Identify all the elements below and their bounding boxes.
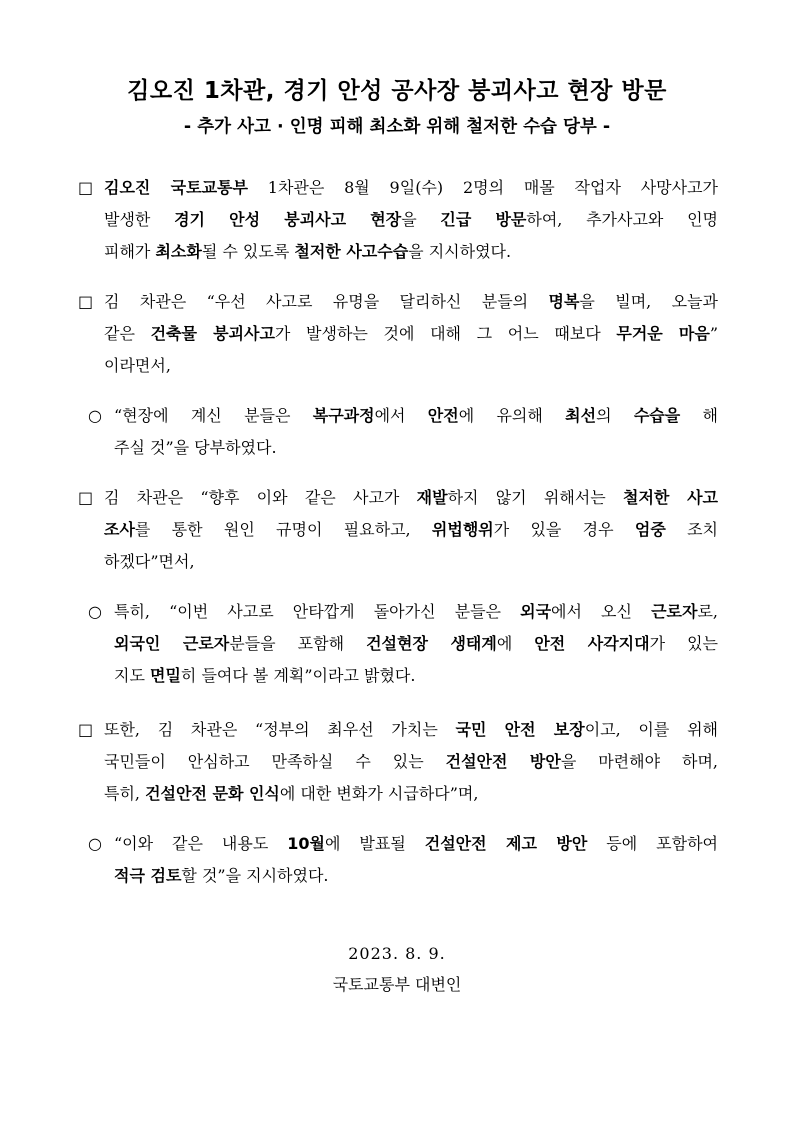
paragraph-7	[114, 828, 718, 892]
bold-text: 안전 사각지대	[534, 634, 650, 653]
body-text: 1차관은 8월 9일(수) 2명의 매몰 작업자 사망사고가	[247, 178, 718, 197]
paragraph-line	[104, 286, 718, 318]
square-bullet-icon: □	[78, 488, 94, 507]
body-text: 특히, “이번 사고로 안타깝게 돌아가신 분들은	[114, 602, 521, 621]
paragraph-line	[104, 318, 718, 350]
body-text: 히 들여다 볼 계획”이라고 밝혔다.	[180, 666, 416, 685]
bold-text: 경기 안성 붕괴사고 현장	[174, 210, 402, 229]
paragraph-line	[114, 400, 718, 432]
paragraph-line	[114, 660, 718, 692]
paragraph-line	[104, 514, 718, 546]
bold-text: 무거운 마음	[616, 324, 710, 343]
bold-text: 엄중	[634, 520, 666, 539]
paragraph-4	[104, 482, 718, 578]
body-text: 조치	[665, 520, 718, 539]
circle-bullet-icon: ○	[88, 834, 102, 853]
body-text: 국민들이 안심하고 만족하실 수 있는	[104, 752, 446, 771]
paragraph-line	[104, 350, 718, 382]
paragraph-line	[104, 546, 718, 578]
paragraph-line	[114, 596, 718, 628]
signer: 국토교통부 대변인	[332, 975, 462, 994]
paragraph-line	[104, 746, 718, 778]
body-text: 을 빌며, 오늘과	[579, 292, 718, 311]
bold-text: 위법행위	[431, 520, 494, 539]
paragraph-line	[114, 860, 718, 892]
body-text: 특히,	[104, 784, 146, 803]
bold-text: 수습을	[633, 406, 681, 425]
body-text: 을 지시하였다.	[408, 242, 512, 261]
body-text: 하여, 추가사고와 인명	[526, 210, 718, 229]
body-text: 가 있을 경우	[493, 520, 635, 539]
body-text: 해	[680, 406, 718, 425]
bold-text: 면밀	[150, 666, 181, 685]
release-date: 2023. 8. 9.	[348, 944, 446, 963]
paragraph-line	[104, 236, 718, 268]
body-text: 할 것”을 지시하였다.	[181, 866, 329, 885]
circle-bullet-icon: ○	[88, 602, 102, 621]
bold-text: 근로자	[651, 602, 698, 621]
bold-text: 철저한 사고수습	[294, 242, 409, 261]
square-bullet-icon: □	[78, 292, 94, 311]
body-text: 을	[401, 210, 441, 229]
paragraph-line	[104, 482, 718, 514]
body-text: 하겠다”면서,	[104, 552, 195, 571]
body-text: 의	[596, 406, 634, 425]
paragraph-line	[114, 432, 718, 464]
bold-text: 외국	[520, 602, 552, 621]
body-text: 등에 포함하여	[587, 834, 718, 853]
bold-text: 적극 검토	[114, 866, 182, 885]
paragraph-line	[104, 778, 718, 810]
paragraph-line	[104, 204, 718, 236]
body-text: 를 통한 원인 규명이 필요하고,	[134, 520, 432, 539]
bold-text: 건설안전 문화 인식	[145, 784, 280, 803]
paragraph-line	[104, 172, 718, 204]
body-text: 피해가	[104, 242, 156, 261]
body-text: 이라면서,	[104, 356, 171, 375]
bold-text: 복구과정	[312, 406, 375, 425]
page-title: 김오진 1차관, 경기 안성 공사장 붕괴사고 현장 방문	[127, 78, 667, 104]
bold-text: 10월	[287, 834, 325, 853]
square-bullet-icon: □	[78, 720, 94, 739]
body-text: “현장에 계신 분들은	[114, 406, 313, 425]
bold-text: 철저한 사고	[622, 488, 718, 507]
bold-text: 최선	[565, 406, 597, 425]
paragraph-3	[114, 400, 718, 464]
body-text: 에	[496, 634, 535, 653]
circle-bullet-icon: ○	[88, 406, 102, 425]
bold-text: 안전	[427, 406, 459, 425]
bold-text: 건설안전 제고 방안	[424, 834, 588, 853]
body-text: 하지 않기 위해서는	[447, 488, 623, 507]
body-text: 에서 오신	[551, 602, 652, 621]
body-text: 에서	[374, 406, 428, 425]
body-text: 지도	[114, 666, 150, 685]
body-text: 김 차관은 “향후 이와 같은 사고가	[104, 488, 417, 507]
body-text: 에 유의해	[458, 406, 566, 425]
bold-text: 김오진 국토교통부	[104, 178, 248, 197]
paragraph-6	[104, 714, 718, 810]
body-text: 주실 것”을 당부하였다.	[114, 438, 277, 457]
bold-text: 건축물 붕괴사고	[150, 324, 275, 343]
body-text: 김 차관은 “우선 사고로 유명을 달리하신 분들의	[104, 292, 549, 311]
paragraph-line	[104, 714, 718, 746]
body-text: 로,	[697, 602, 718, 621]
page-subtitle: - 추가 사고 · 인명 피해 최소화 위해 철저한 수습 당부 -	[183, 117, 611, 137]
body-text: “이와 같은 내용도	[114, 834, 288, 853]
square-bullet-icon: □	[78, 178, 94, 197]
body-text: 가 발생하는 것에 대해 그 어느 때보다	[274, 324, 617, 343]
paragraph-line	[114, 828, 718, 860]
bold-text: 건설현장 생태계	[366, 634, 497, 653]
body-text: 될 수 있도록	[201, 242, 295, 261]
body-text: 또한, 김 차관은 “정부의 최우선 가치는	[104, 720, 456, 739]
body-text: 분들을 포함해	[229, 634, 367, 653]
bold-text: 조사	[104, 520, 135, 539]
bold-text: 긴급 방문	[440, 210, 527, 229]
body-text: 에 발표될	[325, 834, 425, 853]
body-text: 가 있는	[649, 634, 718, 653]
paragraph-5	[114, 596, 718, 692]
paragraph-2	[104, 286, 718, 382]
bold-text: 최소화	[155, 242, 202, 261]
body-text: 발생한	[104, 210, 175, 229]
body-text: 같은	[104, 324, 151, 343]
body-text: 에 대한 변화가 시급하다”며,	[279, 784, 479, 803]
bold-text: 명복	[548, 292, 580, 311]
bold-text: 국민 안전 보장	[455, 720, 585, 739]
bold-text: 외국인 근로자	[114, 634, 230, 653]
body-text: ”	[709, 324, 718, 343]
body-text: 이고, 이를 위해	[584, 720, 718, 739]
bold-text: 재발	[416, 488, 448, 507]
paragraph-line	[114, 628, 718, 660]
body-text: 을 마련해야 하며,	[560, 752, 718, 771]
bold-text: 건설안전 방안	[445, 752, 561, 771]
paragraph-1	[104, 172, 718, 268]
